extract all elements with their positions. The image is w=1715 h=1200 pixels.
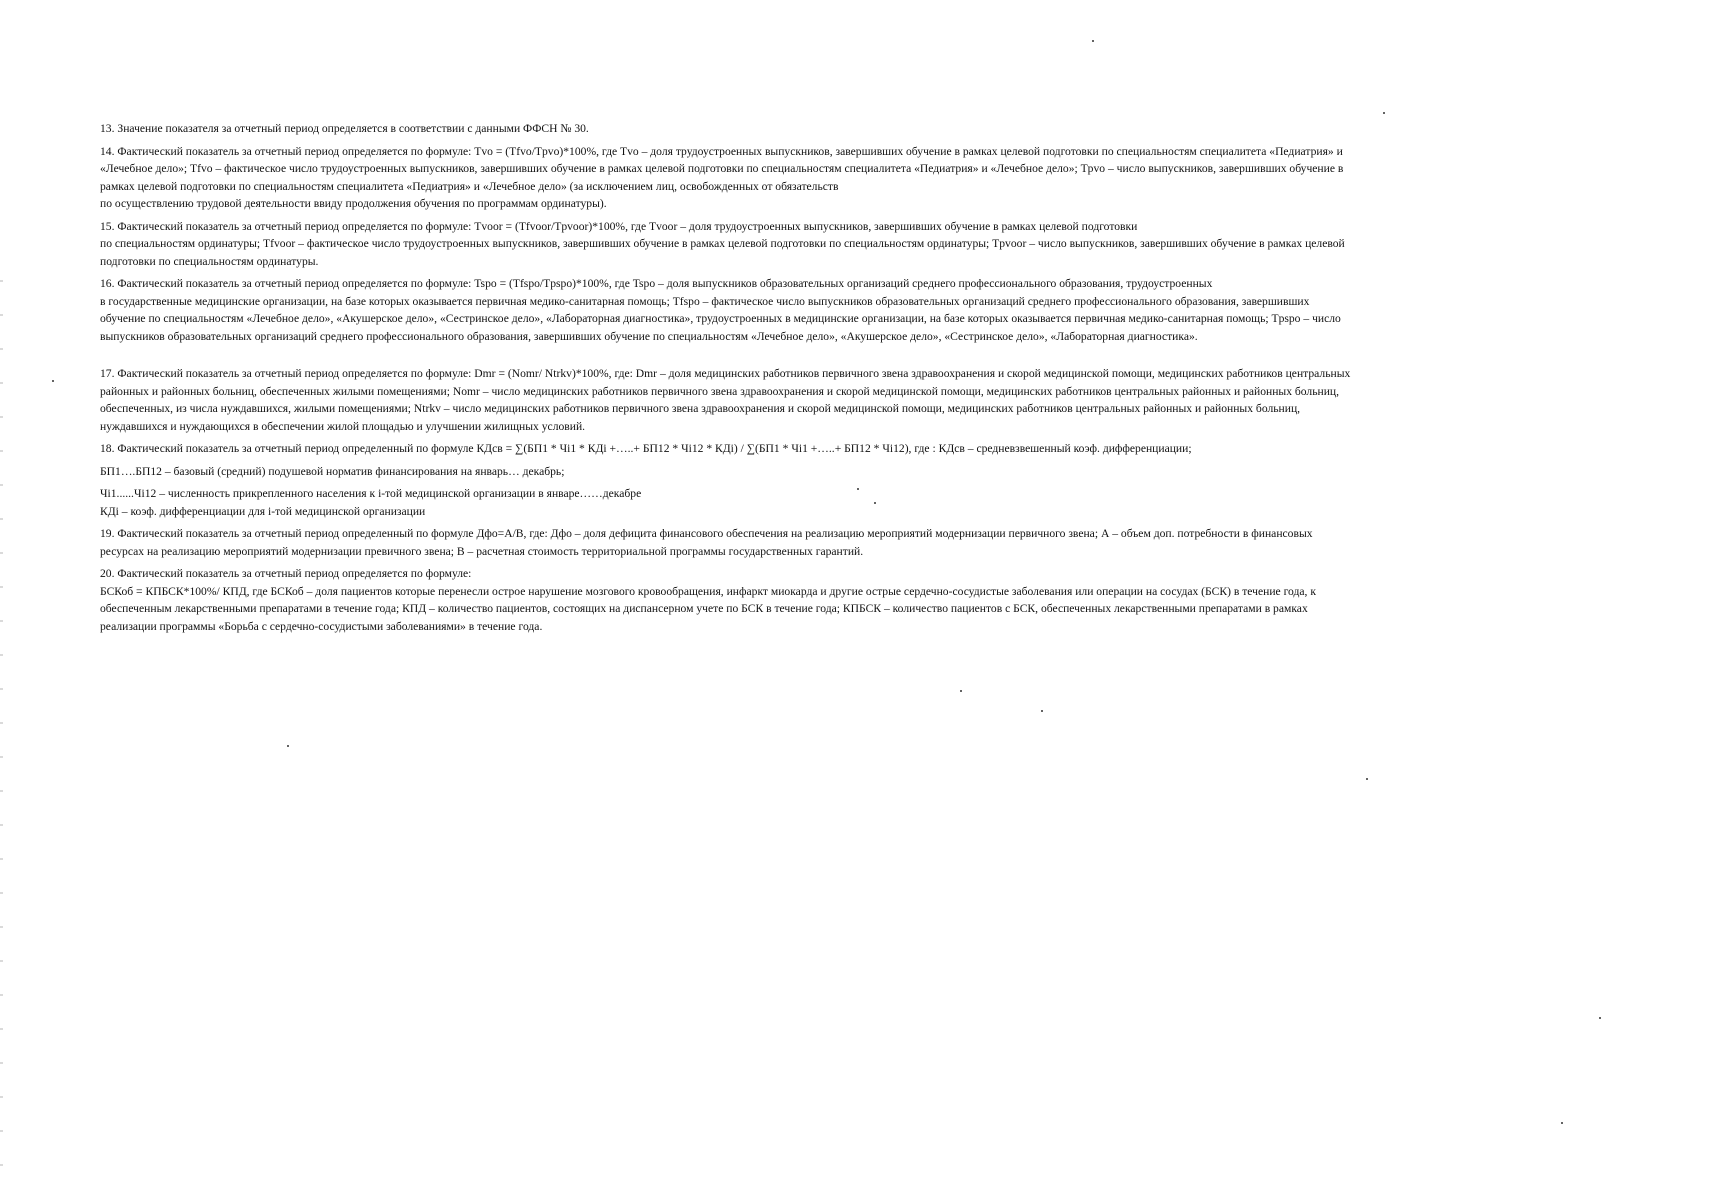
paragraph-p13 <box>100 120 1600 138</box>
text-line: 18. Фактический показатель за отчетный период определенный по формуле КДсв = ∑(БП1 * Чi1 * КДi +…..+ БП12 * Чi12 * КДi) / ∑(БП1 * Чi1 +…..+ БП12 * Чi12), где : КДсв – средневзвешенный коэф. дифференциации; <box>100 442 1192 455</box>
paragraph-p15 <box>100 218 1600 271</box>
scan-speck <box>287 745 289 747</box>
text-line: БП1….БП12 – базовый (средний) подушевой норматив финансирования на январь… декабрь; <box>100 464 565 478</box>
text-line: 19. Фактический показатель за отчетный период определенный по формуле Дфо=A/B, где: Дфо – доля дефицита финансового обеспечения на реализацию мероприятий модернизации первичного звена; А – объем доп. потребности в финансовых <box>100 527 1313 540</box>
paragraph-p19 <box>100 525 1600 560</box>
text-line: реализации программы «Борьба с сердечно-сосудистыми заболеваниями» в течение года. <box>100 619 543 633</box>
paragraph-p20 <box>100 565 1600 635</box>
scan-speck <box>1092 40 1094 42</box>
scan-edge-marks <box>0 280 3 1180</box>
paragraph-p17 <box>100 365 1600 435</box>
text-line: ресурсах на реализацию мероприятий модернизации превичного звена; B – расчетная стоимость территориальной программы государственных гарантий. <box>100 544 864 558</box>
text-line: обучение по специальностям «Лечебное дело», «Акушерское дело», «Сестринское дело», «Лабораторная диагностика», трудоустроенных в медицинские организации, на базе которых оказывается первичная медико-санитарная помощь; Tpspo – число <box>100 312 1341 325</box>
document-page <box>100 120 1600 640</box>
text-line: обеспеченным лекарственными препаратами в течение года; КПД – количество пациентов, состоящих на диспансерном учете по БСК в течение года; КПБСК – количество пациентов с БСК, обеспеченных лекарственными препаратами в рамках <box>100 602 1308 615</box>
paragraph-p18a <box>100 463 1600 481</box>
scan-speck <box>52 380 54 382</box>
text-line: 15. Фактический показатель за отчетный период определяется по формуле: Tvoor = (Tfvoor/Tpvoor)*100%, где Tvoor – доля трудоустроенных выпускников, завершивших обучение в рамках целевой подготовки <box>100 219 1138 233</box>
text-line: КДi – коэф. дифференциации для i-той медицинской организации <box>100 504 426 518</box>
text-line: обеспеченных, из числа нуждавшихся, жилыми помещениями; Ntrkv – число медицинских работников первичного звена здравоохранения и скорой медицинской помощи, медицинских работников центральных районных и районных больниц, <box>100 402 1301 415</box>
paragraph-p16 <box>100 275 1600 345</box>
text-line: подготовки по специальностям ординатуры. <box>100 254 319 268</box>
text-line: нуждавшихся и нуждающихся в обеспечении жилой площадью и улучшении жилищных условий. <box>100 419 586 433</box>
text-line: Чi1......Чi12 – численность прикрепленного населения к i-той медицинской организации в январе……декабре <box>100 487 642 500</box>
text-line: выпускников образовательных организаций среднего профессионального образования, завершивших обучение по специальностям «Лечебное дело», «Акушерское дело», «Сестринское дело», «Лабораторная диагностика». <box>100 329 1198 343</box>
text-line: районных и районных больниц, обеспеченных жилыми помещениями; Nomr – число медицинских работников первичного звена здравоохранения и скорой медицинской помощи, медицинских работников центральных районных и районных больниц, <box>100 384 1340 398</box>
text-line: «Лечебное дело»; Tfvo – фактическое число трудоустроенных выпускников, завершивших обучение в рамках целевой подготовки по специальностям специалитета «Педиатрия» и «Лечебное дело»; Tpvo – число выпускников, завершивших обучение в <box>100 162 1344 175</box>
scan-speck <box>1041 710 1043 712</box>
scan-speck <box>1561 1122 1563 1124</box>
paragraph-p18b <box>100 485 1600 520</box>
text-line: 16. Фактический показатель за отчетный период определяется по формуле: Tspo = (Tfspo/Tpspo)*100%, где Tspo – доля выпускников образовательных организаций среднего профессионального образования, трудоустроенных <box>100 277 1213 290</box>
text-line: БСКоб = КПБСК*100%/ КПД, где БСКоб – доля пациентов которые перенесли острое нарушение мозгового кровообращения, инфаркт миокарда и другие острые сердечно-сосудистые заболевания или операции на сосудах (БСК) в течение года, к <box>100 584 1316 598</box>
text-line: 14. Фактический показатель за отчетный период определяется по формуле: Tvo = (Tfvo/Tpvo)*100%, где Tvo – доля трудоустроенных выпускников, завершивших обучение в рамках целевой подготовки по специальностям специалитета «Педиатрия» и <box>100 144 1343 158</box>
text-line: рамках целевой подготовки по специальностям специалитета «Педиатрия» и «Лечебное дело» (за исключением лиц, освобожденных от обязательств <box>100 179 839 193</box>
text-line: 17. Фактический показатель за отчетный период определяется по формуле: Dmr = (Nomr/ Ntrkv)*100%, где: Dmr – доля медицинских работников первичного звена здравоохранения и скорой медицинской помощи, медицинских работников центральных <box>100 367 1351 380</box>
text-line: по специальностям ординатуры; Tfvoor – фактическое число трудоустроенных выпускников, завершивших обучение в рамках целевой подготовки по специальностям ординатуры; Tpvoor – число выпускников, завершивших обучение в рамках целевой <box>100 237 1345 250</box>
scan-speck <box>1599 1017 1601 1019</box>
text-line: 20. Фактический показатель за отчетный период определяется по формуле: <box>100 567 472 580</box>
scan-speck <box>960 690 962 692</box>
text-line: по осуществлению трудовой деятельности ввиду продолжения обучения по программам ординатуры). <box>100 197 607 210</box>
text-line: 13. Значение показателя за отчетный период определяется в соответствии с данными ФФСН № 30. <box>100 122 589 135</box>
paragraph-p14 <box>100 143 1600 213</box>
paragraph-p18 <box>100 440 1600 458</box>
scan-speck <box>1366 778 1368 780</box>
scan-speck <box>1383 112 1385 114</box>
text-line: в государственные медицинские организации, на базе которых оказывается первичная медико-санитарная помощь; Tfspo – фактическое число выпускников образовательных организаций среднего профессионального образования, завершивших <box>100 294 1310 308</box>
